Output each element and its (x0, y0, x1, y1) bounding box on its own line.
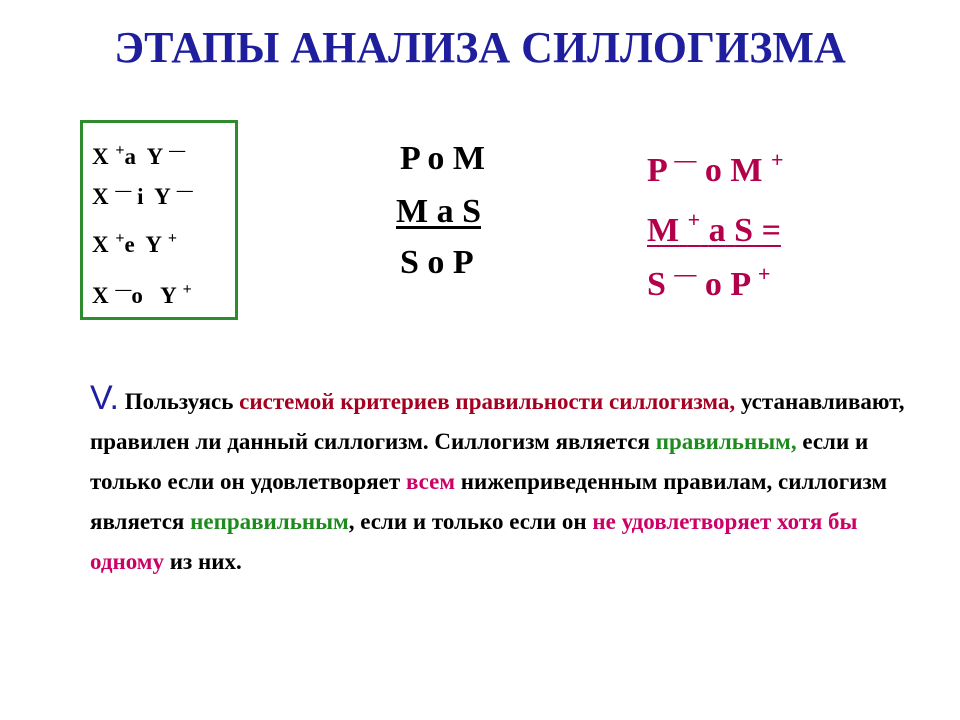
analysis-major-premise: P — o M + (647, 147, 784, 189)
all-text: всем (405, 469, 456, 494)
not-satisfy-text: не удовлетворяет хотя бы одному (90, 509, 858, 574)
rule-row-e: X +e Y + (92, 230, 178, 257)
rule-row-a: X +a Y — (92, 142, 186, 169)
incorrect-text: неправильным (190, 509, 349, 534)
rule-row-i: X — i Y — (92, 182, 193, 209)
stage-numeral: V. (90, 379, 120, 417)
correct-text: правильным, (655, 429, 797, 454)
page-title: ЭТАПЫ АНАЛИЗА СИЛЛОГИЗМА (114, 23, 846, 72)
analysis-conclusion: S — o P + (647, 261, 771, 303)
analysis-minor-premise: M + a S = (647, 207, 781, 249)
criteria-text: системой критериев правильности силлогизма, (239, 389, 736, 414)
syllogism-major-premise: P o M (400, 140, 485, 177)
syllogism-minor-premise: M a S (396, 193, 481, 230)
syllogism-conclusion: S o P (400, 244, 474, 281)
rule-row-o: X —o Y + (92, 281, 192, 308)
stage-five-paragraph: V. Пользуясь системой критериев правильности силлогизма, устанавливают, правилен ли данный силлогизм. Силлогизм является правильным, если и только если он удовлетворяет всем нижеприведенным правилам, силлогизм является неправильным, если и только если он не удовлетворяет хотя бы одному из них. (90, 379, 905, 574)
